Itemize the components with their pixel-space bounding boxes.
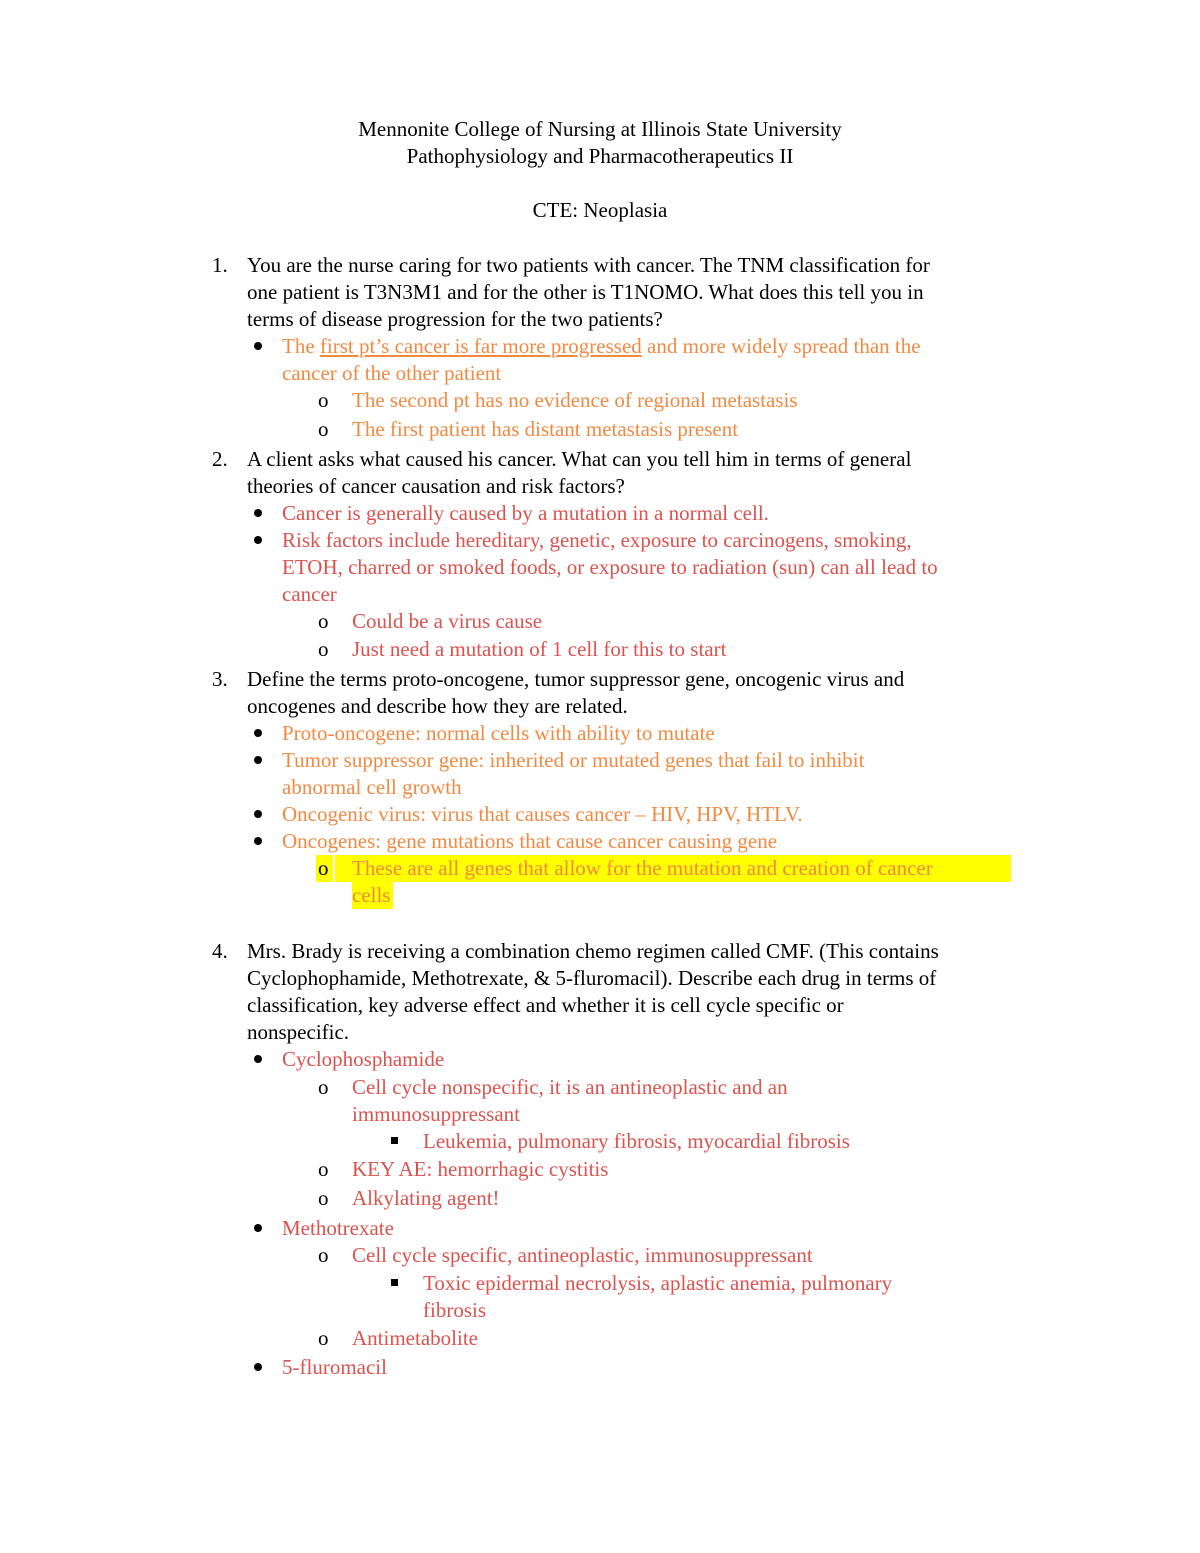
drug-fluromacil: 5-fluromacil — [282, 1355, 387, 1379]
question-2-number: 2. — [212, 447, 228, 471]
bullet-icon — [254, 536, 262, 544]
question-2-line: A client asks what caused his cancer. What can you tell him in terms of general — [247, 447, 912, 471]
question-2-line: theories of cancer causation and risk factors? — [247, 474, 625, 498]
bullet-icon — [254, 1055, 262, 1063]
square-bullet-icon — [391, 1279, 398, 1286]
college-title: Mennonite College of Nursing at Illinois State University — [358, 117, 842, 141]
course-title: Pathophysiology and Pharmacotherapeutics II — [406, 144, 794, 168]
circle-bullet-icon: o — [318, 1243, 329, 1267]
question-1-line: You are the nurse caring for two patients with cancer. The TNM classification for — [247, 253, 930, 277]
answer-2-item: Cancer is generally caused by a mutation in a normal cell. — [282, 501, 769, 525]
question-4-line: Mrs. Brady is receiving a combination chemo regimen called CMF. (This contains — [247, 939, 939, 963]
answer-text: and more widely spread than the — [641, 334, 921, 358]
bullet-icon — [254, 509, 262, 517]
answer-1-subitem: The first patient has distant metastasis present — [352, 417, 739, 441]
question-3-line: Define the terms proto-oncogene, tumor suppressor gene, oncogenic virus and — [247, 667, 905, 691]
question-4-number: 4. — [212, 939, 228, 963]
circle-bullet-icon: o — [316, 855, 333, 882]
answer-3-item: Oncogenic virus: virus that causes cancer – HIV, HPV, HTLV. — [282, 802, 803, 826]
drug-1-subitem-line: immunosuppressant — [352, 1102, 520, 1126]
square-bullet-icon — [391, 1137, 398, 1144]
answer-2-subitem: Just need a mutation of 1 cell for this to start — [352, 637, 727, 661]
question-3-number: 3. — [212, 667, 228, 691]
answer-3-item: Tumor suppressor gene: inherited or mutated genes that fail to inhibit — [282, 748, 865, 772]
highlighted-answer-line: cells — [352, 882, 393, 909]
circle-bullet-icon: o — [318, 1075, 329, 1099]
drug-cyclophosphamide: Cyclophosphamide — [282, 1047, 445, 1071]
answer-2-item: Risk factors include hereditary, genetic, exposure to carcinogens, smoking, — [282, 528, 912, 552]
bullet-icon — [254, 756, 262, 764]
bullet-icon — [254, 837, 262, 845]
drug-1-subitem: KEY AE: hemorrhagic cystitis — [352, 1157, 609, 1181]
drug-2-subitem: Cell cycle specific, antineoplastic, immunosuppressant — [352, 1243, 813, 1267]
highlighted-answer: These are all genes that allow for the mutation and creation of cancer — [335, 855, 1011, 882]
answer-2-subitem: Could be a virus cause — [352, 609, 543, 633]
answer-2-item-line: cancer — [282, 582, 337, 606]
question-1-line: one patient is T3N3M1 and for the other is T1NOMO. What does this tell you in — [247, 280, 924, 304]
circle-bullet-icon: o — [318, 1186, 329, 1210]
bullet-icon — [254, 342, 262, 350]
answer-1-subitem: The second pt has no evidence of regional metastasis — [352, 388, 798, 412]
answer-1-item-line2: cancer of the other patient — [282, 361, 502, 385]
drug-1-subitem: Alkylating agent! — [352, 1186, 500, 1210]
drug-2-subitem: Antimetabolite — [352, 1326, 478, 1350]
question-4-line: classification, key adverse effect and whether it is cell cycle specific or — [247, 993, 844, 1017]
answer-text: The — [282, 334, 320, 358]
bullet-icon — [254, 810, 262, 818]
question-1-line: terms of disease progression for the two patients? — [247, 307, 663, 331]
circle-bullet-icon: o — [318, 637, 329, 661]
bullet-icon — [254, 1224, 262, 1232]
drug-2-subsubitem-line: fibrosis — [423, 1298, 486, 1322]
circle-bullet-icon: o — [318, 417, 329, 441]
answer-3-item: Oncogenes: gene mutations that cause cancer causing gene — [282, 829, 778, 853]
question-1-number: 1. — [212, 253, 228, 277]
circle-bullet-icon: o — [318, 1326, 329, 1350]
question-4-line: nonspecific. — [247, 1020, 350, 1044]
question-4-line: Cyclophophamide, Methotrexate, & 5-fluromacil). Describe each drug in terms of — [247, 966, 937, 990]
drug-methotrexate: Methotrexate — [282, 1216, 394, 1240]
question-3-line: oncogenes and describe how they are related. — [247, 694, 628, 718]
drug-1-subitem: Cell cycle nonspecific, it is an antineoplastic and an — [352, 1075, 788, 1099]
bullet-icon — [254, 729, 262, 737]
answer-3-item-line: abnormal cell growth — [282, 775, 462, 799]
drug-1-subsubitem: Leukemia, pulmonary fibrosis, myocardial fibrosis — [423, 1129, 850, 1153]
drug-2-subsubitem: Toxic epidermal necrolysis, aplastic anemia, pulmonary — [423, 1271, 893, 1295]
answer-underlined-text: first pt’s cancer is far more progressed — [319, 334, 642, 358]
answer-3-item: Proto-oncogene: normal cells with ability to mutate — [282, 721, 715, 745]
answer-2-item-line: ETOH, charred or smoked foods, or exposure to radiation (sun) can all lead to — [282, 555, 938, 579]
bullet-icon — [254, 1363, 262, 1371]
circle-bullet-icon: o — [318, 1157, 329, 1181]
answer-1-item — [282, 333, 921, 360]
page-title: CTE: Neoplasia — [532, 198, 668, 222]
circle-bullet-icon: o — [318, 388, 329, 412]
circle-bullet-icon: o — [318, 609, 329, 633]
